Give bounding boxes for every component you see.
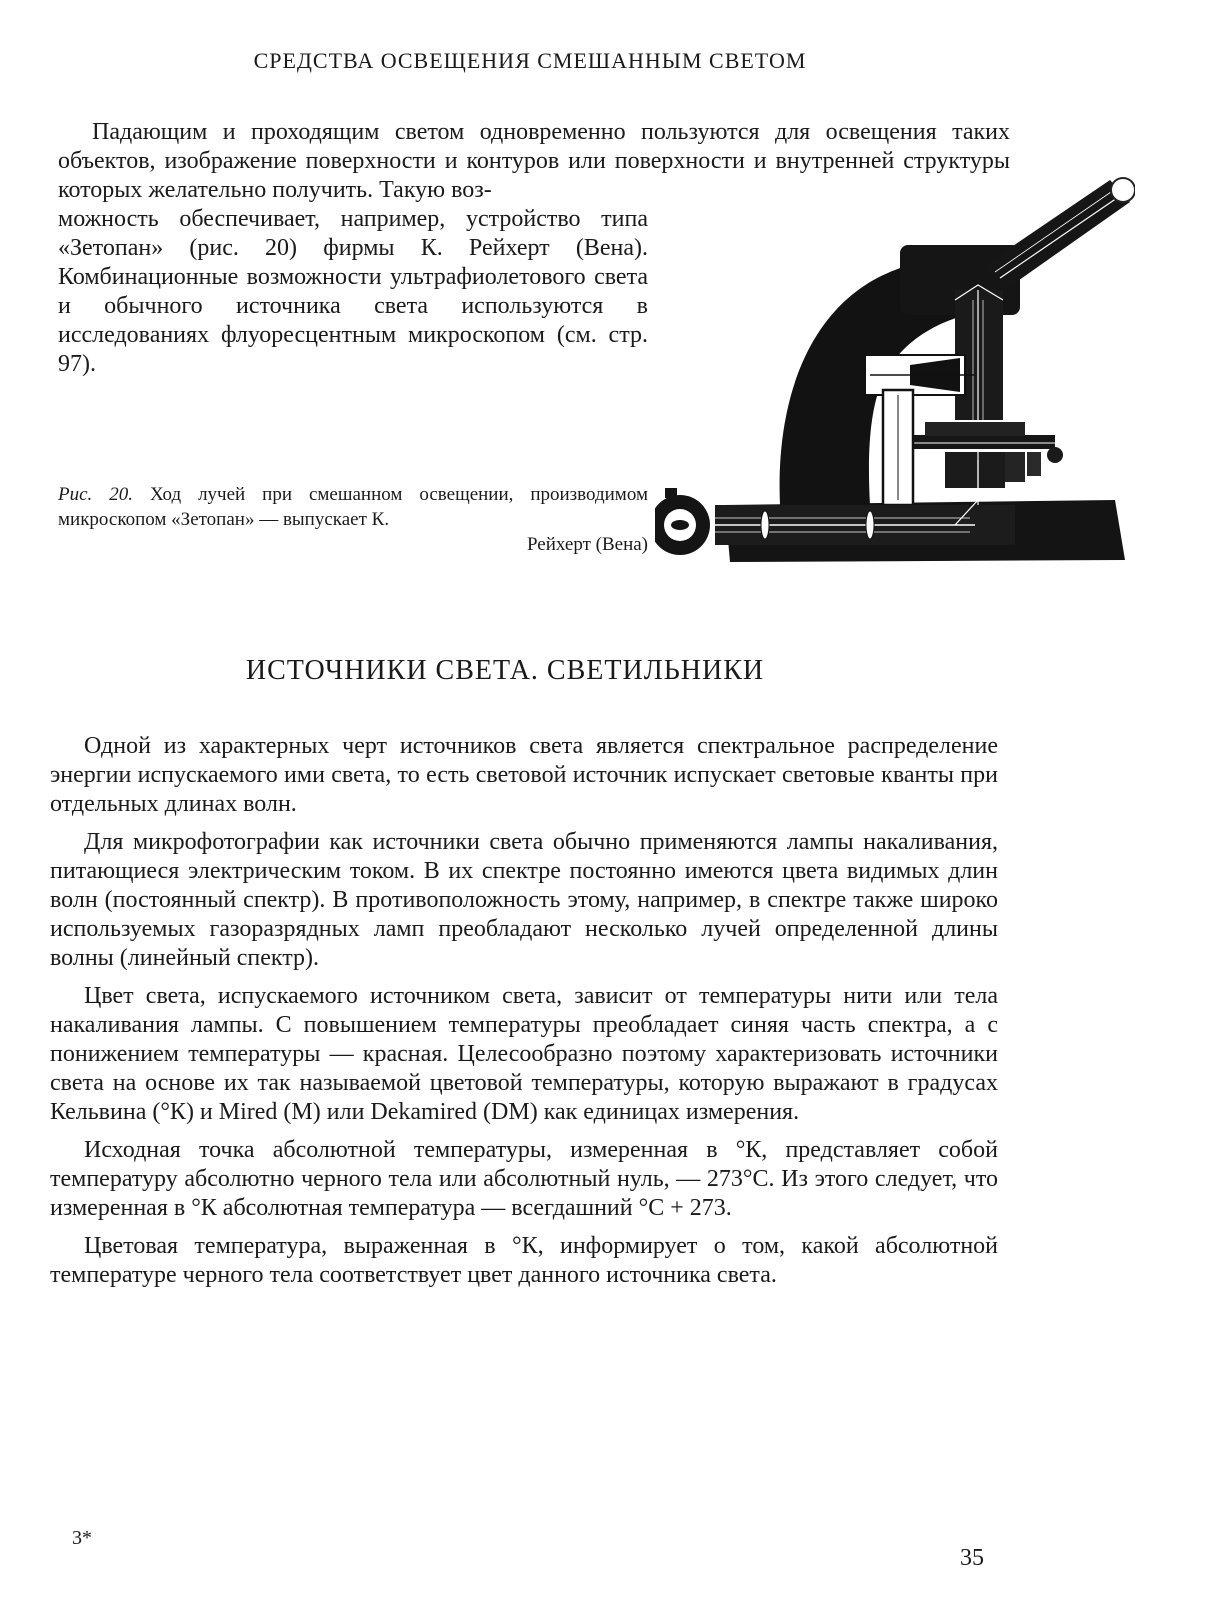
body-paragraph: Цветовая температура, выраженная в °К, информирует о том, какой абсолютной температуре черного тела соответствует цвет данного источника света. [50, 1233, 998, 1288]
microscope-light-path-diagram-icon [655, 160, 1135, 580]
figure-caption [58, 482, 648, 557]
figure-caption-label: Рис. 20. [58, 484, 133, 505]
body-paragraph: Цвет света, испускаемого источником света, зависит от температуры нити или тела накаливания лампы. С повышением температуры преобладает синяя часть спектра, а с понижением температуры — красная. Целесообразно поэтому характеризовать источники света на основе их так называемой цветовой температуры, которую выражают в градусах Кельвина (°К) и Mired (М) или Dekamired (DM) как единицах измерения. [50, 983, 998, 1125]
body-paragraph: Одной из характерных черт источников света является спектральное распределение энергии испускаемого ими света, то есть световой источник испускает световые кванты при отдельных длинах волн. [50, 733, 998, 817]
figure-caption-text: Ход лучей при смешанном освещении, производимом микроскопом «Зетопан» — выпускает К. [58, 484, 648, 530]
body-paragraph: Для микрофотографии как источники света обычно применяются лампы накаливания, питающиеся электрическим током. В их спектре постоянно имеются цвета видимых длин волн (постоянный спектр). В противоположность этому, например, в спектре также широко используемых газоразрядных ламп преобладают несколько лучей определенной длины волны (линейный спектр). [50, 829, 998, 971]
signature-mark: 3* [72, 1527, 92, 1549]
body-text [50, 732, 998, 1299]
section-heading-light-sources: ИСТОЧНИКИ СВЕТА. СВЕТИЛЬНИКИ [245, 655, 765, 686]
intro-paragraph-top: Падающим и проходящим светом одновременно пользуются для освещения таких объектов, изображение поверхности и контуров или поверхности и внутренней структуры которых желательно получить. Такую воз- [58, 119, 1010, 203]
section-heading-mixed-light: СРЕДСТВА ОСВЕЩЕНИЯ СМЕШАННЫМ СВЕТОМ [253, 48, 807, 73]
body-paragraph: Исходная точка абсолютной температуры, измеренная в °К, представляет собой температуру абсолютно черного тела или абсолютный нуль, — 273°С. Из этого следует, что измеренная в °К абсолютная температура — всегдашний °С + 273. [50, 1137, 998, 1221]
figure-caption-last-line: Рейхерт (Вена) [526, 534, 648, 555]
page-number: 35 [960, 1545, 984, 1571]
intro-paragraph-wrapped: можность обеспечивает, например, устройство типа «Зетопан» (рис. 20) фирмы К. Рейхерт (Вена). Комбинационные возможности ультрафиолетового света и обычного источника света используются в исследованиях флуоресцентным микроскопом (см. стр. 97). [58, 206, 648, 377]
